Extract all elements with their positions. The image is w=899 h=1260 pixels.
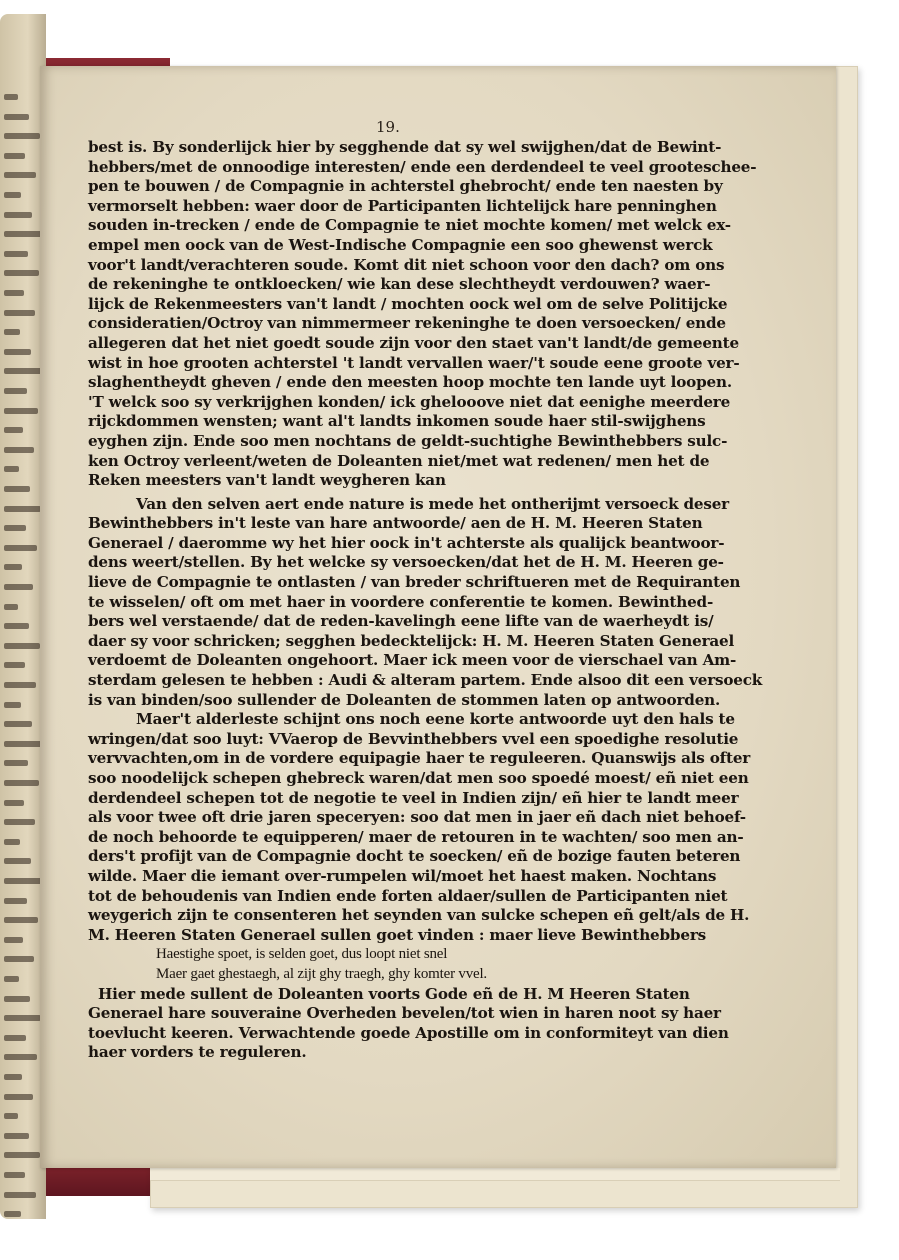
- text-line: verdoemt de Doleanten ongehoort. Maer ick meen voor de vierschael van Am-: [88, 651, 737, 670]
- text-line: de noch behoorde te equipperen/ maer de retouren in te wachten/ soo men an-: [88, 827, 744, 846]
- previous-page-text-fragment: [4, 662, 25, 668]
- previous-page-text-fragment: [4, 741, 43, 747]
- text-line: Hier mede sullent de Doleanten voorts Gode eñ de H. M Heeren Staten: [98, 984, 690, 1003]
- paragraph-1: [88, 138, 768, 491]
- text-line: ders't profijt van de Compagnie docht te soecken/ eñ de bozige fauten beteren: [88, 847, 741, 866]
- paragraph-3: [88, 710, 768, 945]
- previous-page-text-fragment: [4, 976, 19, 982]
- previous-page-text-fragment: [4, 486, 30, 492]
- previous-page-text-fragment: [4, 545, 37, 551]
- previous-page-text-fragment: [4, 878, 42, 884]
- text-line: eyghen zijn. Ende soo men nochtans de geldt-suchtighe Bewinthebbers sulc-: [88, 431, 728, 450]
- text-line: empel men oock van de West-Indische Compagnie een soo ghewenst werck: [88, 235, 713, 254]
- verse-line: Maer gaet ghestaegh, al zijt ghy traegh, ghy komter vvel.: [156, 965, 487, 982]
- text-line: sterdam gelesen te hebben : Audi & alteram partem. Ende alsoo dit een versoeck: [88, 671, 763, 690]
- previous-page-text-fragment: [4, 329, 20, 335]
- previous-page-text-fragment: [4, 368, 42, 374]
- page-body: [88, 138, 768, 1063]
- previous-page-text-fragment: [4, 564, 22, 570]
- previous-page-text-fragment: [4, 760, 28, 766]
- previous-page-text-fragment: [4, 1054, 37, 1060]
- text-line: M. Heeren Staten Generael sullen goet vinden : maer lieve Bewinthebbers: [88, 925, 706, 944]
- previous-page-text-fragment: [4, 584, 33, 590]
- text-line: lieve de Compagnie te ontlasten / van breder schriftueren met de Requiranten: [88, 573, 741, 592]
- text-line: vermorselt hebben: waer door de Participanten lichtelijck hare penninghen: [88, 196, 717, 215]
- text-line: wist in hoe grooten achterstel 't landt vervallen waer/'t soude eene groote ver-: [88, 353, 740, 372]
- text-line: ken Octroy verleent/weten de Doleanten niet/met wat redenen/ men het de: [88, 451, 710, 470]
- book-page: [40, 66, 836, 1168]
- previous-page-text-fragment: [4, 114, 29, 120]
- text-line: Van den selven aert ende nature is mede het ontherijmt versoeck deser: [136, 494, 729, 513]
- text-line: wringen/dat soo luyt: VVaerop de Bevvinthebbers vvel een spoedighe resolutie: [88, 729, 739, 748]
- previous-page-text-fragment: [4, 721, 32, 727]
- text-line: als voor twee oft drie jaren speceryen: soo dat men in jaer eñ dach niet behoef-: [88, 808, 746, 827]
- previous-page-text-fragment: [4, 996, 30, 1002]
- text-line: hebbers/met de onnoodige interesten/ ende een derdendeel te veel grooteschee-: [88, 157, 757, 176]
- previous-page-text-fragment: [4, 956, 34, 962]
- previous-page-text-fragment: [4, 153, 25, 159]
- previous-page-text-fragment: [4, 1133, 29, 1139]
- previous-page-text-fragment: [4, 702, 21, 708]
- text-line: lijck de Rekenmeesters van't landt / mochten oock wel om de selve Politijcke: [88, 294, 728, 313]
- previous-page-text-fragment: [4, 231, 43, 237]
- text-line: Generael / daeromme wy het hier oock in't achterste als qualijck beantwoor-: [88, 533, 725, 552]
- text-line: Generael hare souveraine Overheden bevelen/tot wien in haren noot sy haer: [88, 1004, 721, 1023]
- text-line: soo noodelijck schepen ghebreck waren/dat men soo spoedé moest/ eñ niet een: [88, 769, 749, 787]
- text-line: pen te bouwen / de Compagnie in achterstel ghebrocht/ ende ten naesten by: [88, 177, 723, 196]
- previous-page-text-fragment: [4, 349, 31, 355]
- previous-page-text-fragment: [4, 94, 18, 100]
- text-line: daer sy voor schricken; segghen bedecktelijck: H. M. Heeren Staten Generael: [88, 631, 735, 650]
- text-line: is van binden/soo sullender de Doleanten de stommen laten op antwoorden.: [88, 690, 721, 709]
- text-line: wilde. Maer die iemant over-rumpelen wil/moet het haest maken. Nochtans: [88, 866, 717, 885]
- previous-page-text-fragment: [4, 251, 28, 257]
- previous-page-text-fragment: [4, 1192, 36, 1198]
- previous-page-text-fragment: [4, 133, 40, 139]
- previous-page-text-fragment: [4, 682, 36, 688]
- text-line: Reken meesters van't landt weygheren kan: [88, 471, 446, 490]
- text-line: allegeren dat het niet goedt soude zijn voor den staet van't landt/de gemeente: [88, 333, 739, 352]
- previous-page-text-fragment: [4, 192, 21, 198]
- text-line: weygerich zijn te consenteren het seynden van sulcke schepen eñ gelt/als de H.: [88, 906, 750, 925]
- text-line: haer vorders te reguleren.: [88, 1043, 307, 1062]
- previous-page-text-fragment: [4, 388, 27, 394]
- text-line: best is. By sonderlijck hier by segghende dat sy wel swijghen/dat de Bewint-: [88, 138, 722, 156]
- closing-paragraph: [88, 985, 768, 1063]
- text-line: derdendeel schepen tot de negotie te veel in Indien zijn/ eñ hier te landt meer: [88, 788, 739, 807]
- verse: [88, 945, 768, 984]
- text-line: te wisselen/ oft om met haer in voordere conferentie te komen. Bewinthed-: [88, 592, 714, 611]
- previous-page-text-fragment: [4, 800, 24, 806]
- previous-page-text-fragment: [4, 780, 39, 786]
- text-line: bers wel verstaende/ dat de reden-kavelingh eene lifte van de waerheydt is/: [88, 612, 714, 631]
- previous-page-text-fragment: [4, 408, 38, 414]
- text-line: vervvachten,om in de vordere equipagie haer te reguleeren. Quanswijs als ofter: [88, 749, 751, 768]
- previous-page-text-fragment: [4, 1113, 18, 1119]
- text-line: tot de behoudenis van Indien ende forten aldaer/sullen de Participanten niet: [88, 886, 728, 905]
- previous-page-text-fragment: [4, 819, 35, 825]
- leather-binding-bottom: [36, 1168, 156, 1196]
- previous-page-text-fragment: [4, 937, 23, 943]
- text-line: voor't landt/verachteren soude. Komt dit niet schoon voor den dach? om ons: [88, 255, 725, 274]
- previous-page-text-fragment: [4, 1074, 22, 1080]
- previous-page-text-fragment: [4, 172, 36, 178]
- text-line: Bewinthebbers in't leste van hare antwoorde/ aen de H. M. Heeren Staten: [88, 514, 703, 533]
- previous-page-text-fragment: [4, 1211, 21, 1217]
- verse-line: Haestighe spoet, is selden goet, dus loopt niet snel: [156, 946, 448, 963]
- text-line: toevlucht keeren. Verwachtende goede Apostille om in conformiteyt van dien: [88, 1023, 729, 1042]
- text-line: de rekeninghe te ontkloecken/ wie kan dese slechtheydt verdouwen? waer-: [88, 275, 711, 294]
- previous-page-text-fragment: [4, 604, 18, 610]
- previous-page-text-fragment: [4, 643, 40, 649]
- previous-page-text-fragment: [4, 1152, 40, 1158]
- previous-page-text-fragment: [4, 525, 26, 531]
- previous-page-text-fragment: [4, 270, 39, 276]
- previous-page-text-fragment: [4, 623, 29, 629]
- text-line: slaghentheydt gheven / ende den meesten hoop mochte ten lande uyt loopen.: [88, 373, 732, 392]
- paragraph-2: [88, 495, 768, 711]
- previous-page-text-fragment: [4, 1172, 25, 1178]
- text-line: souden in-trecken / ende de Compagnie te niet mochte komen/ met welck ex-: [88, 216, 731, 235]
- previous-page-text-fragment: [4, 858, 31, 864]
- previous-page-text-fragment: [4, 506, 41, 512]
- previous-page-text-fragment: [4, 1035, 26, 1041]
- previous-page-text-fragment: [4, 1094, 33, 1100]
- previous-page-text-fragment: [4, 310, 35, 316]
- previous-page-text-fragment: [4, 447, 34, 453]
- previous-page-text-fragment: [4, 427, 23, 433]
- previous-page-text-fragment: [4, 290, 24, 296]
- text-line: Maer't alderleste schijnt ons noch eene korte antwoorde uyt den hals te: [136, 710, 735, 729]
- page-edge: [150, 1168, 840, 1181]
- previous-page-text-fragment: [4, 1015, 41, 1021]
- text-line: consideratien/Octroy van nimmermeer rekeninghe te doen versoecken/ ende: [88, 314, 726, 333]
- previous-page-text-fragment: [4, 917, 38, 923]
- previous-page-text-fragment: [4, 839, 20, 845]
- text-line: rijckdommen wensten; want al't landts inkomen soude haer stil-swijghens: [88, 412, 706, 431]
- text-line: 'T welck soo sy verkrijghen konden/ ick ghelooove niet dat eenighe meerdere: [88, 392, 731, 411]
- previous-page-text-fragment: [4, 212, 32, 218]
- text-line: dens weert/stellen. By het welcke sy versoecken/dat het de H. M. Heeren ge-: [88, 553, 724, 572]
- page-number: 19.: [376, 118, 400, 136]
- previous-page-text-fragment: [4, 898, 27, 904]
- previous-page-text-fragment: [4, 466, 19, 472]
